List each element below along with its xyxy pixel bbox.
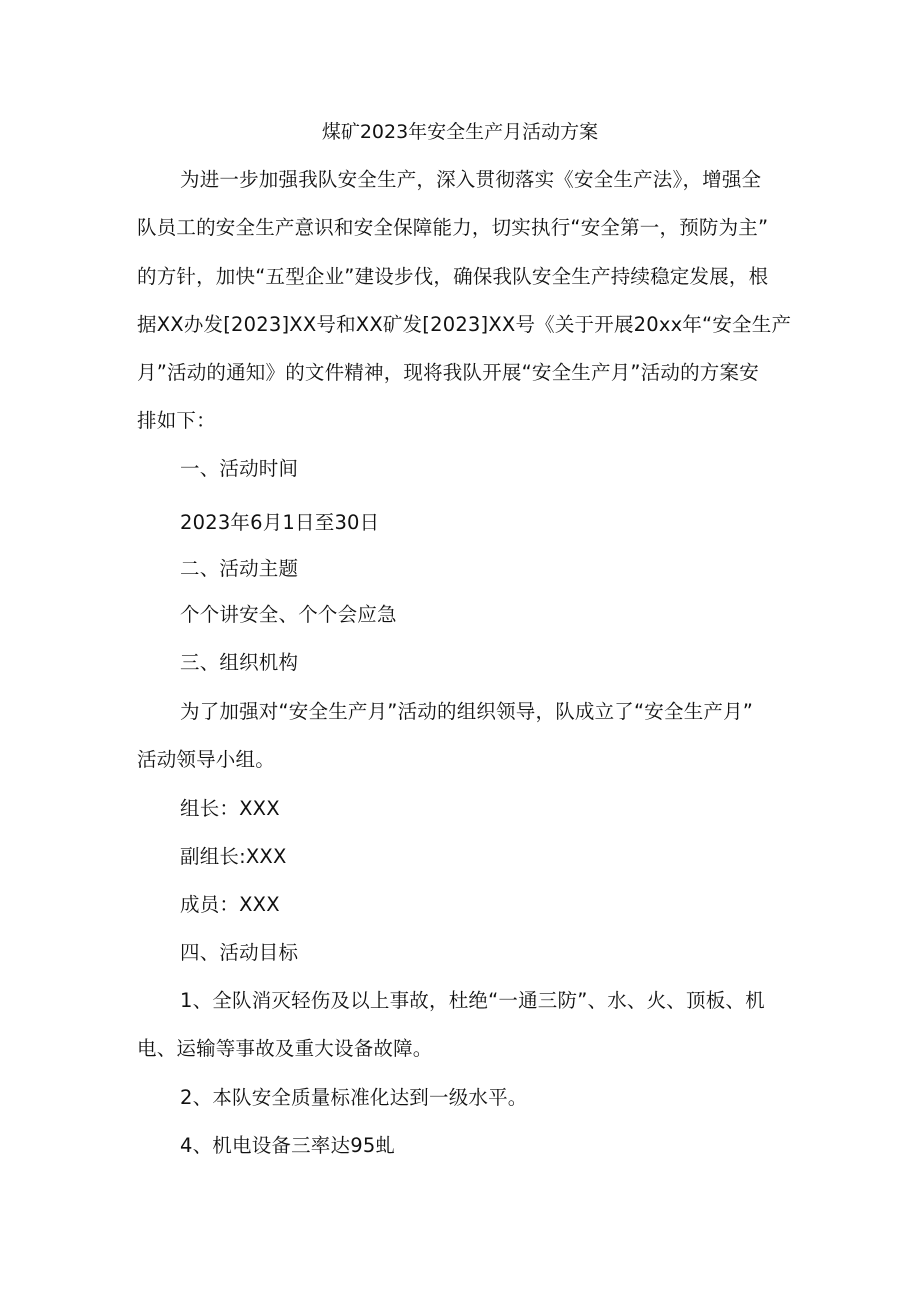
organization-line-1: 为了加强对“安全生产月”活动的组织领导，队成立了“安全生产月” [180, 700, 754, 723]
organization-line-2: 活动领导小组。 [137, 748, 275, 771]
section-heading-organization: 三、组织机构 [180, 651, 299, 674]
intro-line-1: 为进一步加强我队安全生产，深入贯彻落实《安全生产法》，增强全 [180, 168, 762, 191]
document-title: 煤矿2023年安全生产月活动方案 [321, 121, 599, 143]
group-leader: 组长：XXX [180, 797, 280, 820]
deputy-group-leader: 副组长:XXX [180, 845, 287, 868]
goal-1-line-2: 电、运输等事故及重大设备故障。 [137, 1037, 433, 1060]
activity-dates: 2023年6月1日至30日 [180, 511, 380, 534]
goal-1-line-1: 1、全队消灭轻伤及以上事故，杜绝“一通三防”、水、火、顶板、机 [180, 989, 765, 1012]
intro-line-4: 据XX办发[2023]XX号和XX矿发[2023]XX号《关于开展20xx年“安全生产 [137, 313, 792, 336]
goal-2: 2、本队安全质量标准化达到一级水平。 [180, 1086, 528, 1109]
section-heading-theme: 二、活动主题 [180, 557, 299, 580]
intro-line-5: 月”活动的通知》的文件精神，现将我队开展“安全生产月”活动的方案安 [137, 361, 759, 384]
intro-line-3: 的方针，加快“五型企业”建设步伐，确保我队安全生产持续稳定发展，根 [137, 265, 769, 288]
goal-4: 4、机电设备三率达95虬 [180, 1134, 396, 1157]
section-heading-goals: 四、活动目标 [180, 941, 299, 964]
intro-line-2: 队员工的安全生产意识和安全保障能力，切实执行“安全第一，预防为主” [137, 216, 769, 239]
intro-line-6: 排如下： [137, 409, 216, 432]
section-heading-time: 一、活动时间 [180, 457, 299, 480]
activity-theme: 个个讲安全、个个会应急 [180, 603, 397, 626]
group-members: 成员：XXX [180, 893, 280, 916]
